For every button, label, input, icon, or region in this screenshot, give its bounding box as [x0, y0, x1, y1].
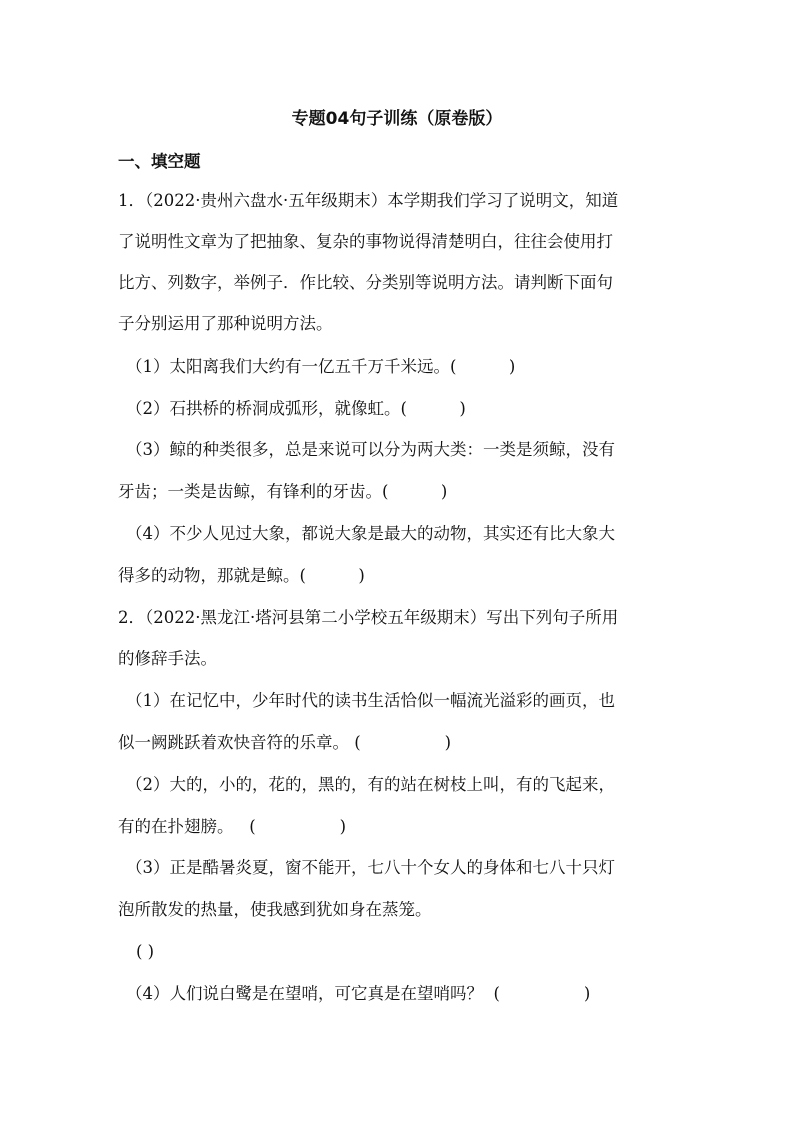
q2-item-4: [126, 983, 590, 1005]
q2-item-2-text: 有的在扑翅膀。: [118, 817, 234, 836]
answer-blank[interactable]: ( ): [349, 733, 452, 752]
page-title: 专题04句子训练（原卷版）: [291, 109, 503, 129]
answer-blank[interactable]: ( ): [299, 566, 365, 585]
answer-blank[interactable]: ( ): [450, 357, 516, 376]
q1-line-2: 了说明性文章为了把抽象、复杂的事物说得清楚明白，往往会使用打: [118, 232, 613, 251]
q1-line-4: 子分别运用了那种说明方法。: [118, 314, 333, 333]
q1-item-2-text: （2）石拱桥的桥洞成弧形，就像虹。: [126, 399, 401, 418]
answer-blank[interactable]: ( ): [483, 984, 591, 1003]
section-heading: 一、填空题: [118, 152, 201, 171]
q1-item-1: [126, 356, 515, 378]
q1-item-4-line-1: （4）不少人见过大象，都说大象是最大的动物，其实还有比大象大: [126, 524, 615, 543]
q1-item-3-line-2: [118, 481, 447, 503]
q2-line-1: 2．（2022·黑龙江·塔河县第二小学校五年级期末）写出下列句子所用: [118, 608, 619, 627]
q2-item-1-line-1: （1）在记忆中，少年时代的读书生活恰似一幅流光溢彩的画页，也: [126, 691, 615, 710]
q2-item-3-line-2: 泡所散发的热量，使我感到犹如身在蒸笼。: [118, 900, 432, 919]
q2-item-2-line-2: [118, 816, 346, 838]
answer-blank[interactable]: ( ): [400, 399, 466, 418]
answer-blank[interactable]: ( ): [382, 482, 448, 501]
q1-item-2: [126, 398, 466, 420]
q2-line-2: 的修辞手法。: [118, 649, 217, 668]
q1-line-1: 1．（2022·贵州六盘水·五年级期末）本学期我们学习了说明文，知道: [118, 191, 619, 210]
q1-item-3-text: 牙齿；一类是齿鲸，有锋利的牙齿。: [118, 482, 382, 501]
q2-item-2-line-1: （2）大的，小的，花的，黑的，有的站在树枝上叫，有的飞起来，: [126, 775, 615, 794]
answer-blank[interactable]: ( ): [233, 817, 347, 836]
q1-item-4-line-2: [118, 565, 365, 587]
q1-line-3: 比方、列数字，举例子．作比较、分类别等说明方法。请判断下面句: [118, 273, 613, 292]
q1-item-3-line-1: （3）鲸的种类很多，总是来说可以分为两大类：一类是须鲸，没有: [126, 440, 615, 459]
q2-item-1-text: 似一阙跳跃着欢快音符的乐章。: [118, 733, 349, 752]
q1-item-1-text: （1）太阳离我们大约有一亿五千万千米远。: [126, 357, 450, 376]
q2-item-1-line-2: [118, 732, 451, 754]
q1-item-4-text: 得多的动物，那就是鲸。: [118, 566, 300, 585]
answer-blank[interactable]: ( ): [136, 942, 155, 961]
q2-item-3-line-1: （3）正是酷暑炎夏，窗不能开，七八十个女人的身体和七八十只灯: [126, 858, 615, 877]
q2-item-4-text: （4）人们说白鹭是在望哨，可它真是在望哨吗？: [126, 984, 483, 1003]
